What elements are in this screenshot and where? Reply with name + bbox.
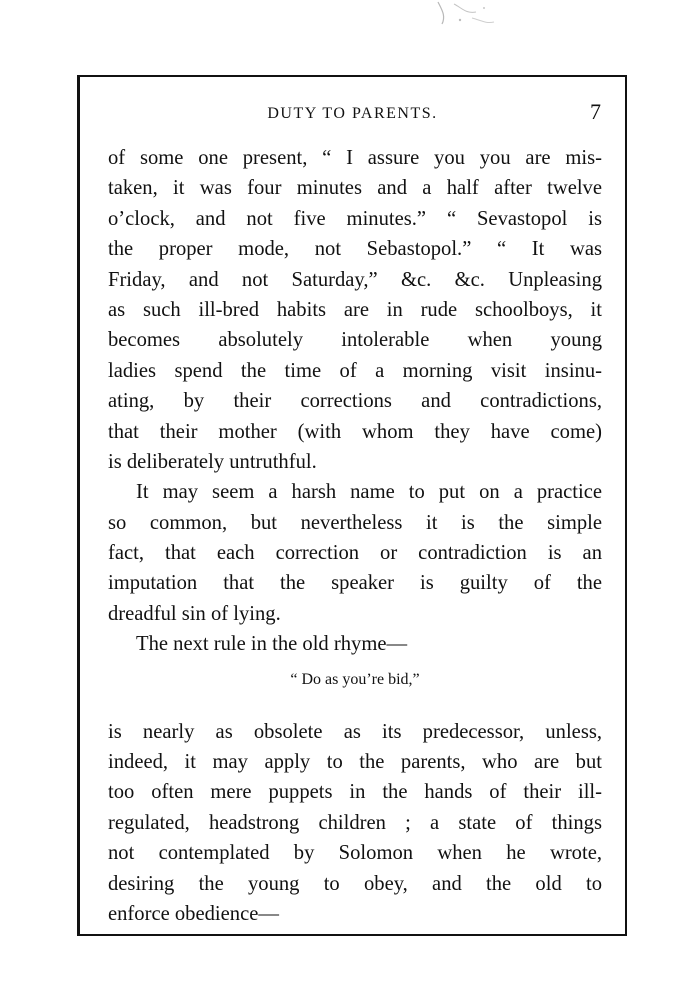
text-line: is deliberately untruthful. — [108, 450, 317, 473]
text-line: the proper mode, not Sebastopol.” “ It was — [108, 238, 602, 261]
text-line: regulated, headstrong children ; a state of things — [108, 811, 602, 834]
text-line: of some one present, “ I assure you you are mis- — [108, 147, 602, 169]
paragraph-4 — [108, 717, 602, 930]
text-line: so common, but nevertheless it is the simple — [108, 511, 602, 534]
paragraph-3 — [108, 629, 602, 659]
text-line: becomes absolutely intolerable when young — [108, 329, 602, 352]
text-line: too often mere puppets in the hands of their ill- — [108, 781, 602, 804]
text-line: enforce obedience— — [108, 902, 279, 925]
text-line: not contemplated by Solomon when he wrote, — [108, 842, 602, 865]
text-line: imputation that the speaker is guilty of the — [108, 572, 602, 595]
text-line: dreadful sin of lying. — [108, 602, 281, 625]
text-line: o’clock, and not five minutes.” “ Sevastopol is — [108, 207, 602, 230]
text-line: is nearly as obsolete as its predecessor, unless, — [108, 720, 602, 743]
quoted-rhyme: “ Do as you’re bid,” — [290, 670, 420, 688]
text-line: indeed, it may apply to the parents, who are but — [108, 751, 602, 774]
text-line: that their mother (with whom they have come) — [108, 420, 602, 443]
text-line: ladies spend the time of a morning visit insinu- — [108, 359, 602, 382]
text-line: as such ill-bred habits are in rude schoolboys, it — [108, 298, 602, 321]
text-line: fact, that each correction or contradiction is an — [108, 542, 602, 565]
text-line: desiring the young to obey, and the old to — [108, 872, 602, 895]
text-line: ating, by their corrections and contradictions, — [108, 390, 602, 413]
running-title: DUTY TO PARENTS. — [267, 105, 438, 122]
text-line: Friday, and not Saturday,” &c. &c. Unpleasing — [108, 268, 602, 291]
paragraph-2 — [108, 477, 602, 629]
text-line: The next rule in the old rhyme— — [136, 633, 408, 656]
text-line: It may seem a harsh name to put on a practice — [136, 481, 602, 504]
paragraph-1 — [108, 143, 602, 477]
body-text — [108, 143, 602, 929]
scan-smudge-mark — [432, 0, 502, 30]
running-head — [80, 99, 625, 129]
text-line: taken, it was four minutes and a half after twelve — [108, 177, 602, 200]
page-number: 7 — [590, 99, 601, 124]
page-frame — [77, 75, 627, 936]
